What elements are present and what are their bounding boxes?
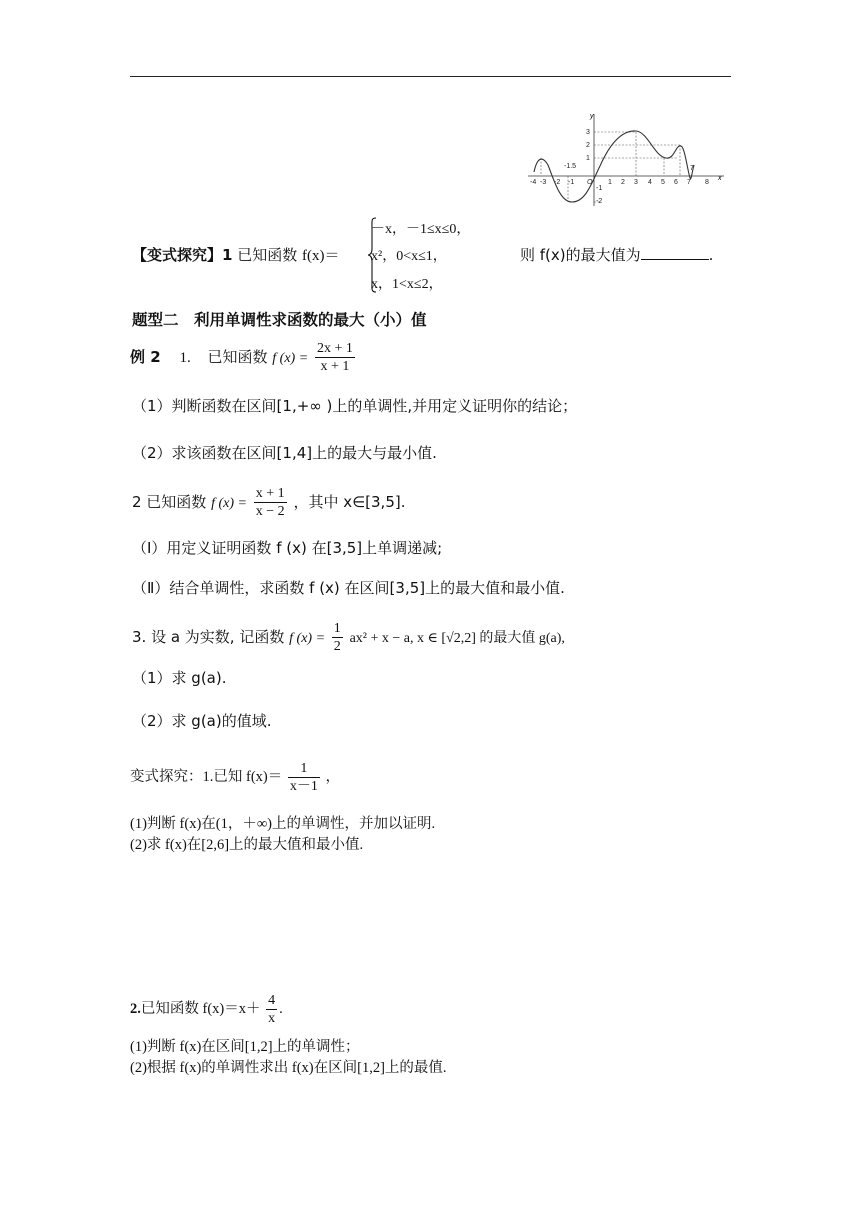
variant2-tail: ， [325,768,340,785]
origin-label: O [587,179,593,186]
y-axis-label: y [590,113,594,120]
q3-lead: 3. 设 a 为实数, 记函数 [132,628,285,646]
section2-title: 题型二 利用单调性求函数的最大（小）值 [132,311,427,329]
tick-x-6: 6 [674,179,678,186]
answer-blank[interactable] [641,245,709,260]
q3-fraction [332,620,343,655]
variant1-fx: f(x)＝ [302,248,340,264]
variant2-numerator: 1 [300,761,308,776]
tick-x-neg3: -3 [540,179,547,186]
ex2-label: 例 2 [130,348,161,366]
variant1-lead: 已知函数 [232,246,302,264]
q3-line [132,620,565,655]
ex2-q1-text: 已知函数 [207,348,268,366]
q2-line [132,485,405,520]
ex2-part1: （1）判断函数在区间[1,+∞ )上的单调性,并用定义证明你的结论； [132,397,578,415]
q4-part1: (1)判断 f(x)在区间[1,2]上的单调性； [130,1039,360,1055]
variant1-line [132,245,340,266]
ex2-fraction [315,340,355,375]
piece-1: －x，－1≤x≤0， [371,222,471,237]
tick-x-neg4: -4 [530,179,537,186]
variant1-prefix: 【变式探究】1 [132,246,233,264]
q4-label: 2. [130,1000,141,1017]
tick-y-neg2: -2 [596,198,603,205]
variant2-part1: (1)判断 f(x)在(1，＋∞)上的单调性，并加以证明. [130,816,436,832]
q2-lead: 2 已知函数 [132,493,207,511]
q2-part2: （Ⅱ）结合单调性，求函数 f (x) 在区间[3,5]上的最大值和最小值. [132,579,565,597]
variant2-lead: 变式探究：1.已知 f(x)＝ [130,768,283,785]
q2-part1: （Ⅰ）用定义证明函数 f (x) 在[3,5]上单调递减; [132,539,443,557]
tick-y-3: 3 [586,129,590,136]
tick-x-3: 3 [634,179,638,186]
tick-y-1: 1 [586,155,590,162]
ex2-denominator: x + 1 [315,357,355,375]
tick-x-2: 2 [621,179,625,186]
q3-fx: f (x) = [289,631,326,646]
header-rule [130,76,731,77]
tick-x-neg2: -2 [554,179,561,186]
tick-x-1: 1 [608,179,612,186]
variant2-part2: (2)求 f(x)在[2,6]上的最大值和最小值. [130,837,364,853]
q3-denominator: 2 [333,639,341,654]
q4-lead: 已知函数 f(x)＝x＋ [140,1000,261,1017]
ex2-q1-fx: f (x) = [272,351,309,366]
ex2-q1-no: 1. [179,350,191,366]
tick-x-8: 8 [705,179,709,186]
q3-tail: ax² + x − a, x ∈ [√2,2] 的最大值 g(a), [349,631,565,646]
variant1-tail-end: . [708,246,714,264]
q4-part2: (2)根据 f(x)的单调性求出 f(x)在区间[1,2]上的最值. [130,1060,447,1076]
q4-line [130,992,283,1027]
q3-numerator: 1 [333,621,341,636]
q4-denominator: x [268,1011,276,1026]
function-graph [524,110,730,210]
piece-2: x²，0<x≤1， [371,249,447,264]
q3-part1: （1）求 g(a). [132,669,227,687]
tick-y-neg1: -1 [596,185,603,192]
ex2-line [130,340,357,375]
x-axis-label: x [718,175,722,182]
ex2-numerator: 2x + 1 [316,341,353,356]
tick-x-5: 5 [661,179,665,186]
q4-tail: . [279,1000,283,1017]
q3-part2: （2）求 g(a)的值域. [132,712,272,730]
ex2-part2: （2）求该函数在区间[1,4]上的最大与最小值. [132,444,437,462]
variant2-fraction [288,760,320,795]
label-neg1-5: -1.5 [564,163,577,170]
variant1-tail-text: 则 f(x)的最大值为 [520,246,641,264]
q2-numerator: x + 1 [255,486,285,501]
q2-fraction [254,485,287,520]
tick-x-4: 4 [648,179,652,186]
q2-denominator: x − 2 [255,504,285,519]
tick-x-neg1: -1 [568,179,575,186]
q2-fx: f (x) = [211,496,247,511]
variant2-denominator: x－1 [289,779,318,794]
label-7-top: 7 [690,165,694,172]
function-curve [534,131,694,202]
variant2-line [130,760,340,795]
tick-x-7: 7 [687,179,691,186]
q4-fraction [266,992,277,1027]
variant1-tail [520,245,713,265]
q4-numerator: 4 [268,993,276,1008]
tick-y-2: 2 [586,142,590,149]
q2-tail: ，其中 x∈[3,5]. [293,493,406,511]
piece-3: x，1<x≤2， [371,277,443,292]
